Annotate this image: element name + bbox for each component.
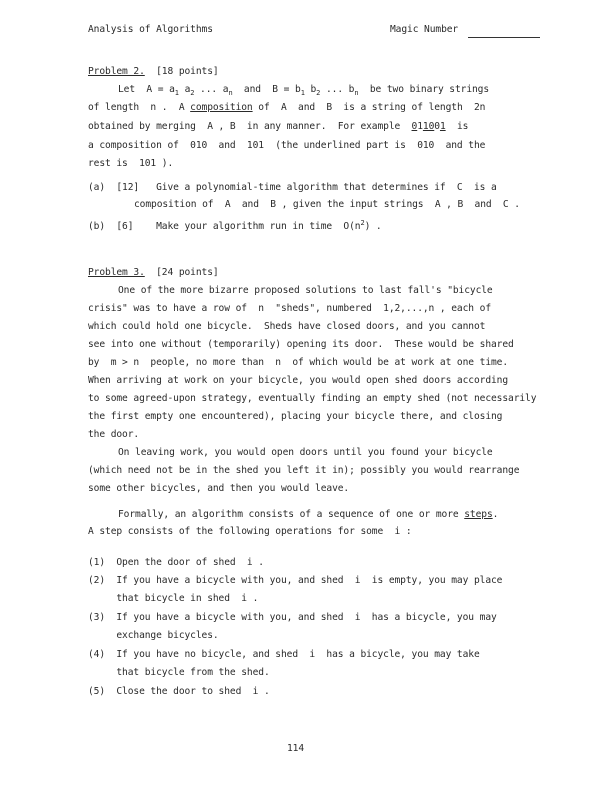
operation-line: that bicycle from the shed.	[88, 667, 270, 678]
text: Formally, an algorithm consists of a sequence of one or more	[118, 509, 465, 520]
text: ... b	[320, 84, 355, 95]
problem-2-line-4: a composition of 010 and 101 (the underlined part is 010 and the	[88, 140, 486, 151]
paragraph-line: (which need not be in the shed you left it in); possibly you would rearrange	[88, 465, 520, 476]
underlined-term: composition	[190, 102, 253, 113]
operation-line: (3) If you have a bicycle with you, and shed i has a bicycle, you may	[88, 612, 497, 623]
operation-line: (4) If you have no bicycle, and shed i has a bicycle, you may take	[88, 649, 480, 660]
paragraph-line: some other bicycles, and then you would leave.	[88, 483, 350, 494]
problem-2-line-1	[118, 85, 489, 97]
problem-2-title: Problem 2.	[88, 66, 145, 77]
problem-3-heading	[88, 268, 219, 278]
text: obtained by merging A , B in any manner. For example	[88, 121, 412, 132]
subscript: 1	[174, 89, 179, 97]
underlined-term: steps	[464, 509, 493, 520]
paragraph-line: by m > n people, no more than n of which would be at work at one time.	[88, 357, 509, 368]
part-a-line-1: (a) [12] Give a polynomial-time algorithm that determines if C is a	[88, 182, 497, 193]
paragraph-line: A step consists of the following operations for some i :	[88, 526, 412, 537]
text: b	[304, 84, 317, 95]
magic-number-label: Magic Number	[390, 24, 459, 35]
text: of length n . A	[88, 102, 191, 113]
operation-line: (2) If you have a bicycle with you, and shed i is empty, you may place	[88, 575, 503, 586]
paragraph-line: One of the more bizarre proposed solutions to last fall's "bicycle	[118, 285, 493, 296]
paragraph-line: see into one without (temporarily) opening its door. These would be shared	[88, 339, 514, 350]
text: a	[178, 84, 191, 95]
paragraph-line	[118, 510, 498, 520]
subscript: n	[228, 89, 233, 97]
subscript: 2	[190, 89, 195, 97]
paragraph-line: to some agreed-upon strategy, eventually finding an empty shed (not necessarily	[88, 393, 537, 404]
text: (b) [6] Make your algorithm run in time O(n	[88, 221, 361, 232]
course-title: Analysis of Algorithms	[88, 24, 213, 35]
operation-line: (5) Close the door to shed i .	[88, 686, 270, 697]
text: 1	[417, 121, 423, 132]
text: ... a	[194, 84, 229, 95]
text: Let A = a	[118, 84, 175, 95]
paragraph-line: the door.	[88, 429, 140, 440]
operation-line: that bicycle in shed i .	[88, 593, 259, 604]
part-a-line-2: composition of A and B , given the input strings A , B and C .	[134, 199, 520, 210]
subscript: n	[354, 89, 359, 97]
paragraph-line: When arriving at work on your bicycle, you would open shed doors according	[88, 375, 509, 386]
problem-3-title: Problem 3.	[88, 267, 145, 278]
subscript: 1	[300, 89, 305, 97]
magic-number-blank	[468, 37, 540, 38]
underlined-digit: 10	[422, 121, 435, 132]
paragraph-line: the first empty one encountered), placing your bicycle there, and closing	[88, 411, 503, 422]
text: of A and B is a string of length 2n	[252, 102, 486, 113]
underlined-digit: 0	[411, 121, 418, 132]
problem-2-points: [18 points]	[156, 66, 219, 77]
text: is	[445, 121, 469, 132]
paragraph-line: crisis" was to have a row of n "sheds", numbered 1,2,...,n , each of	[88, 303, 491, 314]
problem-3-points: [24 points]	[156, 267, 219, 278]
subscript: 2	[316, 89, 321, 97]
operation-line: (1) Open the door of shed i .	[88, 557, 264, 568]
underlined-digit: 1	[439, 121, 446, 132]
text: .	[492, 509, 499, 520]
text: ) .	[364, 221, 382, 232]
page-number: 114	[287, 743, 305, 754]
problem-2-line-2	[88, 103, 485, 113]
part-b-line	[88, 220, 382, 232]
superscript: 2	[360, 219, 365, 227]
paragraph-line: On leaving work, you would open doors until you found your bicycle	[118, 447, 493, 458]
paragraph-line: which could hold one bicycle. Sheds have closed doors, and you cannot	[88, 321, 486, 332]
operation-line: exchange bicycles.	[88, 630, 219, 641]
text: and B = b	[232, 84, 301, 95]
problem-2-line-3	[88, 122, 468, 132]
text: be two binary strings	[358, 84, 490, 95]
problem-2-heading	[88, 67, 219, 77]
text: 0	[434, 121, 440, 132]
problem-2-line-5: rest is 101 ).	[88, 158, 174, 169]
